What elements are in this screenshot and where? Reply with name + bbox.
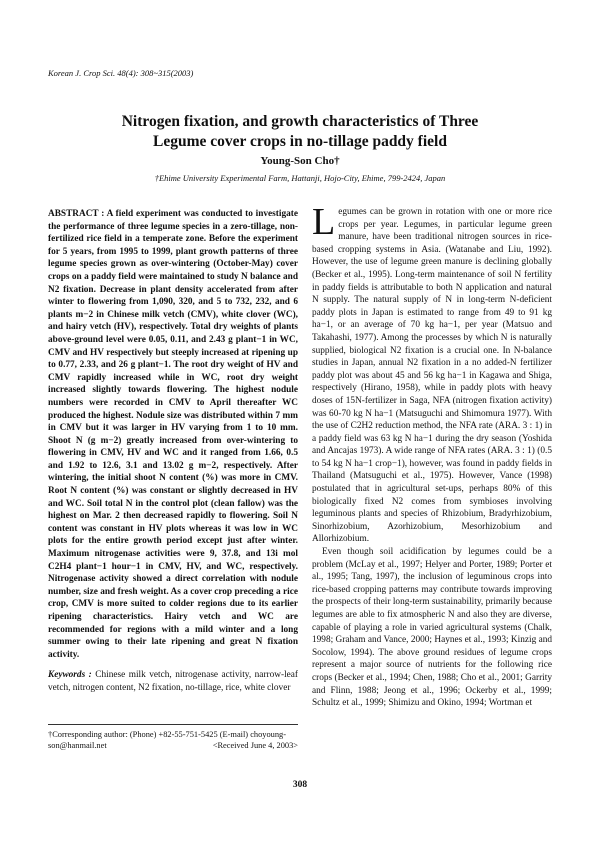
keywords-label: Keywords : xyxy=(48,670,92,681)
footnote-email-end: son@hanmail.net xyxy=(48,741,107,750)
paper-title xyxy=(40,112,560,152)
abstract-text: A field experiment was conducted to investigate the performance of three legume species in a zero-tillage, non-fertilized rice field in a temperate zone. Before the experiment for 5 years, from 1995 to 1999, plant growth patterns of three legume species grown as over-wintering (October-May) cover crops on a paddy field were maintained to study N balance and N2 fixation. Decrease in plant density accelerated from after winter to flowering from 1,090, 320, and 5 to 732, 232, and 6 plants m−2 in Chinese milk vetch (CMV), white clover (WC), and hairy vetch (HV), respectively. Total dry weights of plants above-ground level were 0.05, 0.11, and 2.43 g plant−1 in WC, CMV and HV respectively but steeply increased at ripening up to 0.77, 2.33, and 26 g plant−1. The root dry weight of HV and CMV rapidly increased while in WC, root dry weight increased slightly towards flowering. The highest nodule numbers were recorded in CMV to April thereafter WC produced the highest. Nodule size was distributed within 7 mm in CMV but it was larger in HV varying from 1 to 10 mm. Shoot N (g m−2) greatly increased from over-wintering to flowering in CMV, HV and WC and it ranged from 1.66, 0.5 and 1.92 to 12.6, 3.1 and 13.02 g m−2, respectively. After wintering, the initial shoot N content (%) was more in CMV. Root N content (%) was constant or slightly decreased in HV and WC. Soil total N in the control plot (clean fallow) was the highest on Mar. 2 then decreased rapidly to flowering. Soil N content was constant in HV plots whereas it was low in WC plots for the entire growth period except just after winter. Maximum nitrogenase activities were 9, 37.8, and 13i mol C2H4 plant−1 hour−1 in CMV, HV, and WC, respectively. Nitrogenase activity showed a direct correlation with nodule number, size and fresh weight. As a cover crop preceding a rice crop, CMV is more suited to colder regions due to its earlier ripening characteristics. Hairy vetch and WC are recommended for regions with a mild winter and a long summer owing to their late ripening and great N fixation activity. xyxy=(48,209,299,660)
title-line-2: Legume cover crops in no-tillage paddy field xyxy=(153,133,447,150)
journal-citation: Korean J. Crop Sci. 48(4): 308~315(2003) xyxy=(48,68,194,78)
footnote xyxy=(48,729,298,751)
right-column xyxy=(312,201,552,710)
page-number: 308 xyxy=(292,780,308,790)
author-name: Young-Son Cho† xyxy=(260,155,340,167)
abstract xyxy=(48,208,298,661)
footnote-divider xyxy=(48,724,298,725)
title-line-1: Nitrogen fixation, and growth characteristics of Three xyxy=(121,113,479,130)
body-paragraph-1 xyxy=(312,201,552,546)
received-date: <Received June 4, 2003> xyxy=(212,741,298,750)
footnote-line-1: †Corresponding author: (Phone) +82-55-751-5425 (E-mail) choyoung- xyxy=(48,730,287,739)
body-paragraph-2: Even though soil acidification by legumes could be a problem (McLay et al., 1997; Helyer and Porter, 1989; Porter et al., 1995; Tang, 1997), the inclusion of leguminous crops into rice-based cropping patterns may contribute towards improving the prospects of their long-term sustainability, primarily because legumes are able to fix atmospheric N and also they are diverse, capable of playing a role in varied agricultural systems (Chalk, 1998; Graham and Vance, 2000; Haynes et al., 1993; Kinzig and Socolow, 1994). The above ground residues of legume crops represent a major source of nutrients for the following rice crops (Becker et al., 1994; Chen, 1988; Cho et al., 2001; Garrity and Flinn, 1988; Jeong et al., 1996; Ockerby et al., 1999; Schultz et al., 1999; Shimizu and Okino, 1994; Wortman et xyxy=(312,547,552,709)
keywords xyxy=(48,669,298,694)
author-affiliation: †Ehime University Experimental Farm, Hattanji, Hojo-City, Ehime, 799-2424, Japan xyxy=(154,173,446,183)
body-paragraph-1-text: egumes can be grown in rotation with one or more rice crops per year. Legumes, in particular legume green manure, have been traditional nitrogen sources in rice-based cropping systems in Asia. (Watanabe and Liu, 1992). However, the use of legume green manure is declining globally (Becker et al., 1995). Long-term maintenance of soil N fertility in paddy fields is attributable to both N application and natural N supply. The natural supply of N in long-term N-deficient paddy plots in Japan is estimated to range from 49 to 91 kg ha−1, or an average of 70 kg ha−1, per year (Matsuo and Takahashi, 1977). Among the processes by which N is naturally supplied, biological N2 fixation is a crucial one. In N-balance studies in Japan, annual N2 fixation in a no added-N fertilizer paddy plot was about 45 and 56 kg ha−1 in Kagawa and Shiga, respectively (Hirano, 1958), while in paddy plots with heavy doses of 15N-fertilizer in Saga, NFA (nitrogen fixation activity) was 60-70 kg N ha−1 (Matsuguchi and Shimomura 1977). With the use of C2H2 reduction method, the NFA rate (ARA. 3 : 1) in a paddy field was 63 kg N ha−1 during the dry season (Yoshida and Ancajas 1973). A wide range of NFA rates (ARA. 3 : 1) (0.5 to 54 kg N ha−1 crop−1), however, was found in paddy fields in Thailand (Matsuguchi et al., 1975). However, Vance (1998) postulated that in agricultural set-ups, perhaps 80% of this biologically fixed N2 comes from symbioses involving leguminous plants and species of Rhizobium, Bradyrhizobium, Sinorhizobium, Azorhizobium, Mesorhizobium and Allorhizobium. xyxy=(312,207,552,545)
footnote-line-2 xyxy=(48,740,298,751)
left-column xyxy=(48,208,298,695)
abstract-label: ABSTRACT : xyxy=(48,209,105,219)
drop-cap: L xyxy=(312,201,336,243)
keywords-text: Chinese milk vetch, nitrogenase activity, narrow-leaf vetch, nitrogen content, N2 fixation, no-tillage, rice, white clover xyxy=(48,670,299,693)
